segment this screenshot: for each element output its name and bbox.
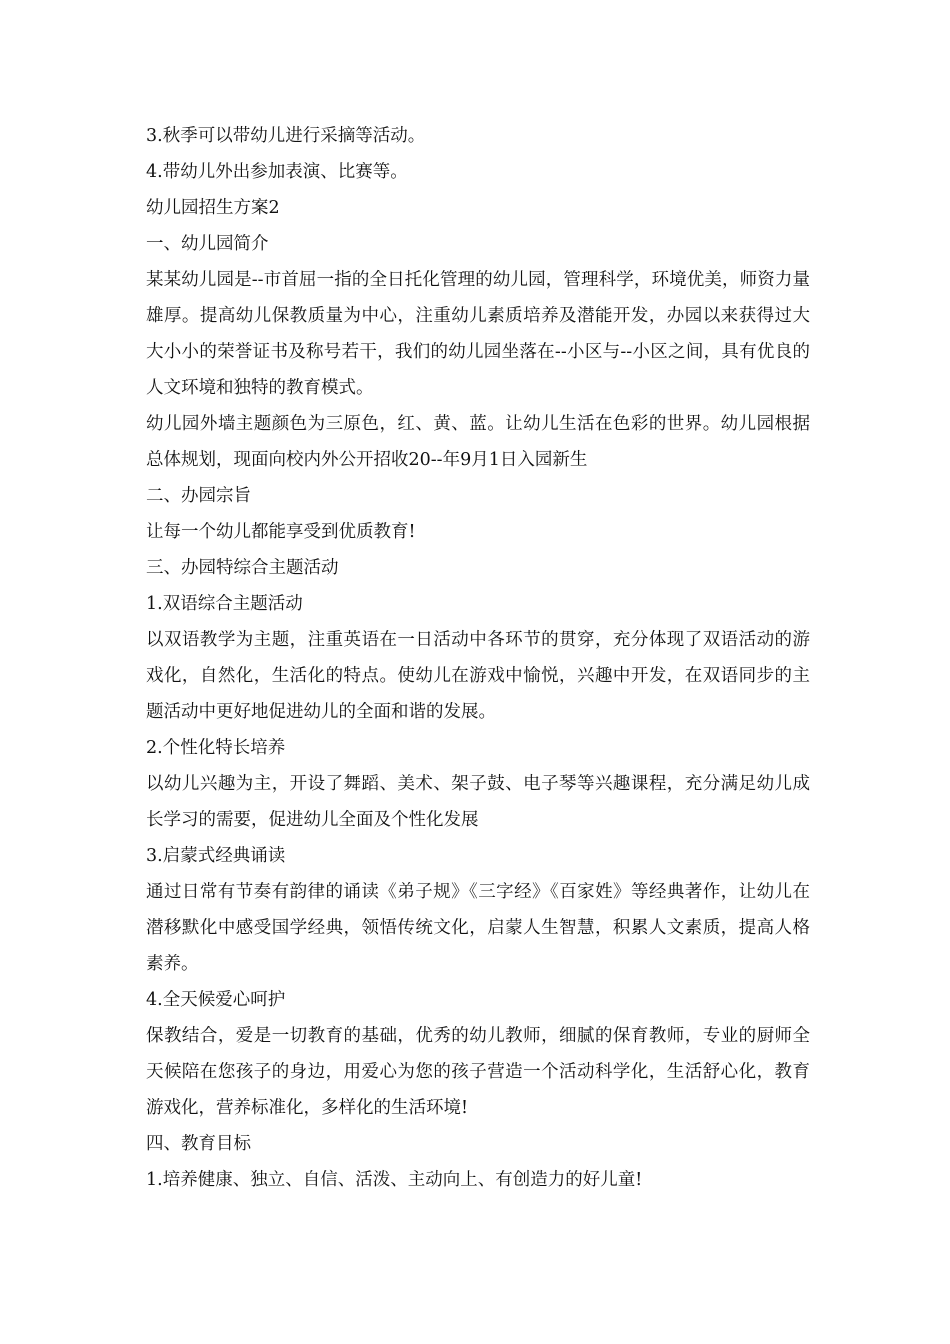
activity-1-title: 1.双语综合主题活动 — [146, 594, 303, 614]
activity-3-title: 3.启蒙式经典诵读 — [146, 846, 286, 866]
activity-4-text: 保教结合，爱是一切教育的基础，优秀的幼儿教师，细腻的保育教师，专业的厨师全天候陪在您孩子的身边，用爱心为您的孩子营造一个活动科学化，生活舒心化，教育游戏化，营养标准化，多样化的生活环境! — [146, 1026, 810, 1118]
activity-2-title: 2.个性化特长培养 — [146, 738, 286, 758]
purpose-text: 让每一个幼儿都能享受到优质教育! — [146, 522, 416, 542]
text-line-performance: 4.带幼儿外出参加表演、比赛等。 — [146, 162, 408, 182]
activity-2-text: 以幼儿兴趣为主，开设了舞蹈、美术、架子鼓、电子琴等兴趣课程，充分满足幼儿成长学习的需要，促进幼儿全面及个性化发展 — [146, 774, 810, 830]
section-heading-purpose: 二、办园宗旨 — [146, 486, 251, 506]
goal-1-text: 1.培养健康、独立、自信、活泼、主动向上、有创造力的好儿童! — [146, 1170, 643, 1190]
section-heading-activities: 三、办园特综合主题活动 — [146, 558, 339, 578]
activity-3-text: 通过日常有节奏有韵律的诵读《弟子规》《三字经》《百家姓》等经典著作，让幼儿在潜移默化中感受国学经典，领悟传统文化，启蒙人生智慧，积累人文素质，提高人格素养。 — [146, 882, 810, 974]
text-line-autumn: 3.秋季可以带幼儿进行采摘等活动。 — [146, 126, 426, 146]
section-heading-goals: 四、教育目标 — [146, 1134, 251, 1154]
document-body — [146, 118, 810, 1198]
document-title: 幼儿园招生方案2 — [146, 198, 280, 218]
intro-paragraph-1: 某某幼儿园是--市首屈一指的全日托化管理的幼儿园，管理科学，环境优美，师资力量雄厚。提高幼儿保教质量为中心，注重幼儿素质培养及潜能开发，办园以来获得过大大小小的荣誉证书及称号若干，我们的幼儿园坐落在--小区与--小区之间，具有优良的人文环境和独特的教育模式。 — [146, 270, 810, 398]
section-heading-intro: 一、幼儿园简介 — [146, 234, 269, 254]
activity-1-text: 以双语教学为主题，注重英语在一日活动中各环节的贯穿，充分体现了双语活动的游戏化，自然化，生活化的特点。使幼儿在游戏中愉悦，兴趣中开发，在双语同步的主题活动中更好地促进幼儿的全面和谐的发展。 — [146, 630, 810, 722]
activity-4-title: 4.全天候爱心呵护 — [146, 990, 286, 1010]
intro-paragraph-2: 幼儿园外墙主题颜色为三原色，红、黄、蓝。让幼儿生活在色彩的世界。幼儿园根据总体规划，现面向校内外公开招收20--年9月1日入园新生 — [146, 414, 810, 470]
